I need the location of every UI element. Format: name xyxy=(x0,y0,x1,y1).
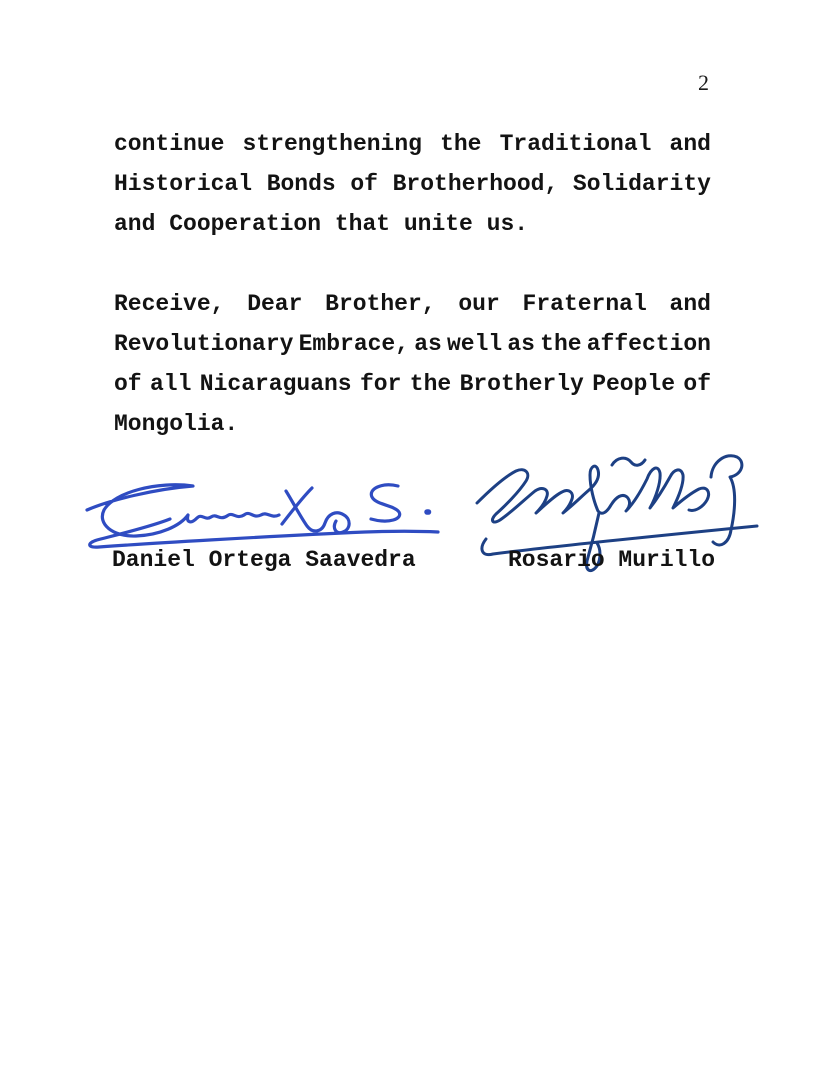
signature-stroke xyxy=(477,466,709,522)
paragraph xyxy=(114,284,711,444)
signatory-name-daniel-ortega: Daniel Ortega Saavedra xyxy=(112,547,416,573)
text-line: continue strengthening the Traditional and xyxy=(114,131,711,157)
signatory-name-rosario-murillo: Rosario Murillo xyxy=(508,547,716,573)
paragraph xyxy=(114,124,711,244)
page-number: 2 xyxy=(698,70,709,95)
text-line: and Cooperation that unite us. xyxy=(114,211,529,237)
signature-stroke xyxy=(371,485,400,521)
text-line: Revolutionary Embrace, as well as the affection xyxy=(114,331,711,357)
signature-stroke xyxy=(711,456,742,545)
signature-tilde-stroke xyxy=(612,458,645,465)
text-line: Historical Bonds of Brotherhood, Solidarity xyxy=(114,171,711,197)
text-line: Mongolia. xyxy=(114,411,239,437)
letter-body xyxy=(114,124,711,444)
signature-underline xyxy=(90,519,438,547)
text-line: Receive, Dear Brother, our Fraternal and xyxy=(114,291,711,317)
signature-stroke xyxy=(282,488,312,524)
signature-daniel-ortega xyxy=(87,485,438,547)
signature-stroke xyxy=(286,491,349,533)
text-line: of all Nicaraguans for the Brotherly People of xyxy=(114,371,711,397)
signature-stroke xyxy=(87,485,279,536)
